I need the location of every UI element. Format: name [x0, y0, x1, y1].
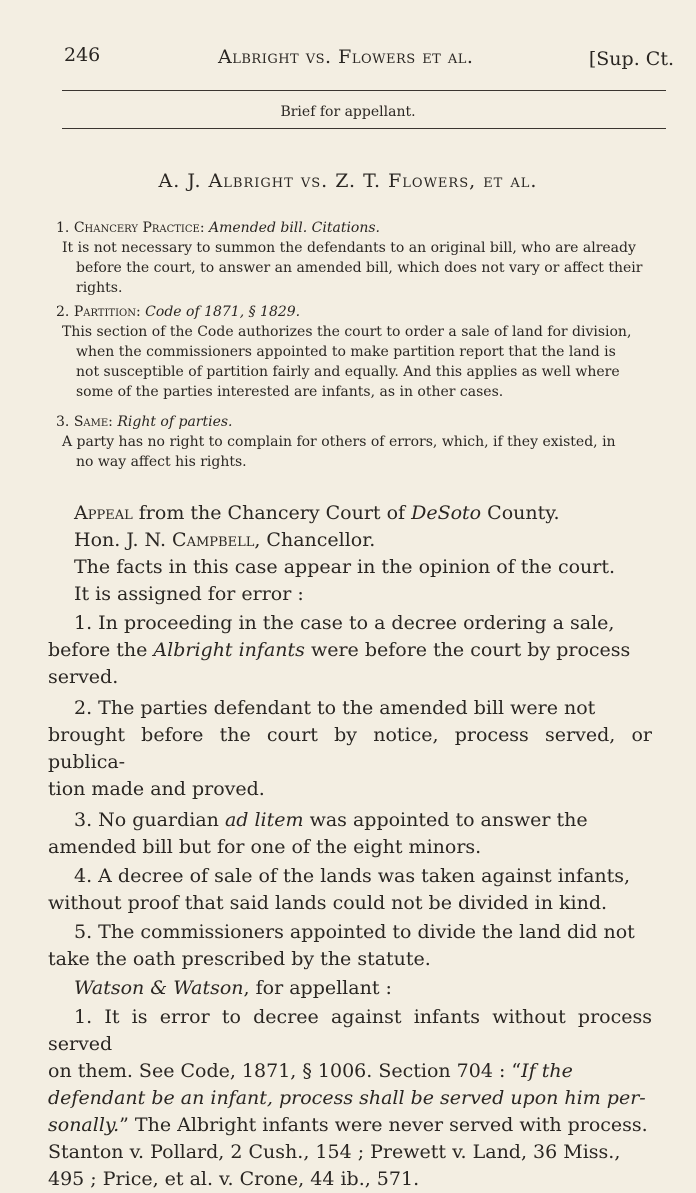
syllabus-line: It is not necessary to summon the defendants to an original bill, who are already — [62, 240, 636, 256]
syllabus-subtopic: Amended bill. Citations. — [209, 220, 381, 236]
error-4-end: without proof that said lands could not be divided in kind. — [48, 892, 608, 914]
syllabus-number: 3. — [56, 414, 70, 430]
facts-line: The facts in this case appear in the opinion of the court. — [74, 556, 616, 578]
error-4: 4. A decree of sale of the lands was taken against infants, — [74, 865, 631, 887]
appeal-word: Appeal — [74, 502, 133, 524]
header-rule-bottom — [62, 128, 666, 129]
argument-line-6: 495 ; Price, et al. v. Crone, 44 ib., 571. — [48, 1168, 420, 1190]
case-title: A. J. Albright vs. Z. T. Flowers, et al. — [158, 170, 538, 192]
error-3 — [48, 807, 652, 834]
error-3-end: amended bill but for one of the eight minors. — [48, 836, 482, 858]
counsel-line — [48, 975, 652, 1002]
argument-quote: If the — [521, 1060, 573, 1082]
argument-line-4 — [48, 1112, 652, 1139]
error-1-cont — [48, 637, 652, 664]
error-1 — [48, 610, 652, 637]
syllabus-line: when the commissioners appointed to make partition report that the land is — [76, 344, 616, 360]
counsel-name: Watson & Watson — [74, 977, 244, 999]
header-rule-top — [62, 90, 666, 91]
error-5-end: take the oath prescribed by the statute. — [48, 948, 431, 970]
page-number: 246 — [64, 44, 101, 66]
opinion-text — [48, 500, 652, 1193]
running-header — [64, 44, 674, 74]
argument-line-2 — [48, 1058, 652, 1085]
error-italic: Albright infants — [153, 639, 305, 661]
error-text: before the — [48, 639, 154, 661]
error-2-end: tion made and proved. — [48, 778, 265, 800]
judge-line — [48, 527, 652, 554]
argument-quote: sonally. — [48, 1114, 120, 1136]
court-label: [Sup. Ct. — [588, 48, 674, 70]
syllabus-subtopic: Code of 1871, § 1829. — [145, 304, 301, 320]
county-name: DeSoto — [411, 502, 482, 524]
syllabus-line: This section of the Code authorizes the court to order a sale of land for division, — [62, 324, 632, 340]
argument-line-5: Stanton v. Pollard, 2 Cush., 154 ; Prewett v. Land, 36 Miss., — [48, 1141, 621, 1163]
argument-text: ” The Albright infants were never served with process. — [119, 1114, 648, 1136]
syllabus-topic: Same: — [73, 414, 113, 430]
brief-label: Brief for appellant. — [280, 104, 416, 120]
argument-text: on them. See Code, 1871, § 1006. Section 704 : “ — [48, 1060, 522, 1082]
judge-name: J. N. Campbell — [126, 529, 255, 551]
error-text: were before the court by process — [304, 639, 631, 661]
syllabus-item-1 — [56, 218, 662, 298]
syllabus-number: 1. — [56, 220, 70, 236]
judge-suffix: , Chancellor. — [254, 529, 376, 551]
syllabus-line: not susceptible of partition fairly and equally. And this applies as well where — [76, 364, 620, 380]
syllabus-line: A party has no right to complain for others of errors, which, if they existed, in — [62, 434, 616, 450]
argument-line-3: defendant be an infant, process shall be served upon him per- — [48, 1087, 646, 1109]
judge-prefix: Hon. — [74, 529, 127, 551]
error-1-end: served. — [48, 666, 119, 688]
error-text: 1. In proceeding in the case to a decree ordering a sale, — [74, 612, 615, 634]
syllabus-line: no way affect his rights. — [76, 454, 247, 470]
error-text: 3. No guardian — [74, 809, 225, 831]
syllabus-line: before the court, to answer an amended bill, which does not vary or affect their — [76, 260, 643, 276]
counsel-suffix: , for appellant : — [243, 977, 392, 999]
syllabus-subtopic: Right of parties. — [117, 414, 233, 430]
error-2: 2. The parties defendant to the amended bill were not — [74, 697, 596, 719]
syllabus-topic: Partition: — [73, 304, 141, 320]
argument-line-1: 1. It is error to decree against infants without process served — [48, 1006, 652, 1055]
error-text: was appointed to answer the — [303, 809, 588, 831]
county-suffix: County. — [481, 502, 560, 524]
syllabus-topic: Chancery Practice: — [73, 220, 205, 236]
running-title: Albright vs. Flowers et al. — [218, 46, 474, 68]
syllabus-item-2 — [56, 302, 662, 402]
syllabus-line: some of the parties interested are infants, as in other cases. — [76, 384, 504, 400]
error-italic: ad litem — [224, 809, 304, 831]
syllabus-item-3 — [56, 412, 662, 472]
syllabus-line: rights. — [76, 280, 123, 296]
error-2-cont: brought before the court by notice, process served, or publica- — [48, 724, 652, 773]
error-intro: It is assigned for error : — [74, 583, 304, 605]
appeal-line — [48, 500, 652, 527]
error-5: 5. The commissioners appointed to divide the land did not — [74, 921, 635, 943]
appeal-text: from the Chancery Court of — [132, 502, 412, 524]
syllabus-number: 2. — [56, 304, 70, 320]
